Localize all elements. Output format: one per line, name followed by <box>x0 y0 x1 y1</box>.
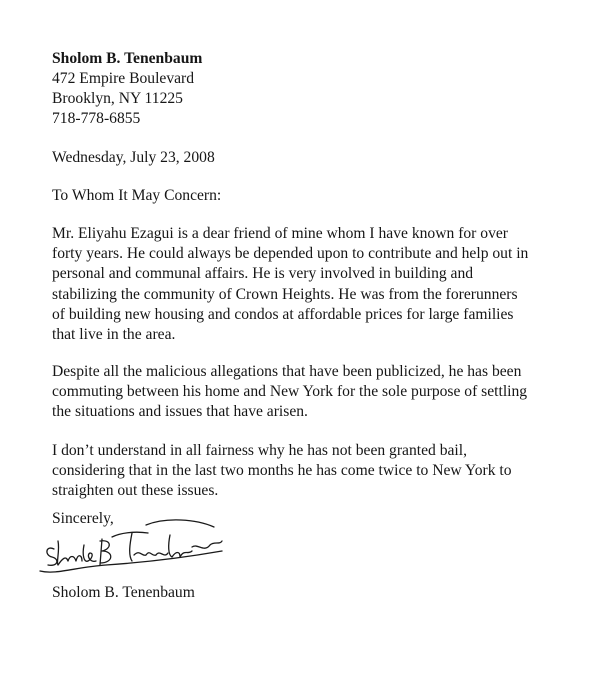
paragraph-line: forty years. He could always be depended upon to contribute and help out in <box>52 245 529 263</box>
paragraph-line: straighten out these issues. <box>52 482 219 500</box>
paragraph-1 <box>52 224 528 345</box>
paragraph-line: I don’t understand in all fairness why he has not been granted bail, <box>52 442 468 459</box>
paragraph-line: of building new housing and condos at affordable prices for large families <box>52 305 514 323</box>
paragraph-line: Mr. Eliyahu Ezagui is a dear friend of mine whom I have known for over <box>52 225 508 242</box>
sender-address-line2: Brooklyn, NY 11225 <box>52 90 183 107</box>
letter-date: Wednesday, July 23, 2008 <box>52 149 215 166</box>
paragraph-3 <box>52 441 512 502</box>
paragraph-line: Despite all the malicious allegations that have been publicized, he has been <box>52 363 522 380</box>
paragraph-2 <box>52 362 527 423</box>
salutation: To Whom It May Concern: <box>52 187 222 204</box>
paragraph-line: commuting between his home and New York for the sole purpose of settling <box>52 383 528 401</box>
paragraph-line: the situations and issues that have arisen. <box>52 403 308 421</box>
paragraph-line: stabilizing the community of Crown Heights. He was from the forerunners <box>52 285 518 303</box>
signer-name: Sholom B. Tenenbaum <box>52 584 195 601</box>
closing: Sincerely, <box>52 510 114 527</box>
paragraph-line: personal and communal affairs. He is very involved in building and <box>52 265 474 283</box>
paragraph-line: considering that in the last two months he has come twice to New York to <box>52 462 512 480</box>
sender-address-line1: 472 Empire Boulevard <box>52 70 195 87</box>
sender-name: Sholom B. Tenenbaum <box>52 50 203 67</box>
handwritten-signature <box>36 515 226 585</box>
sender-phone: 718-778-6855 <box>52 110 141 127</box>
paragraph-line: that live in the area. <box>52 326 176 344</box>
